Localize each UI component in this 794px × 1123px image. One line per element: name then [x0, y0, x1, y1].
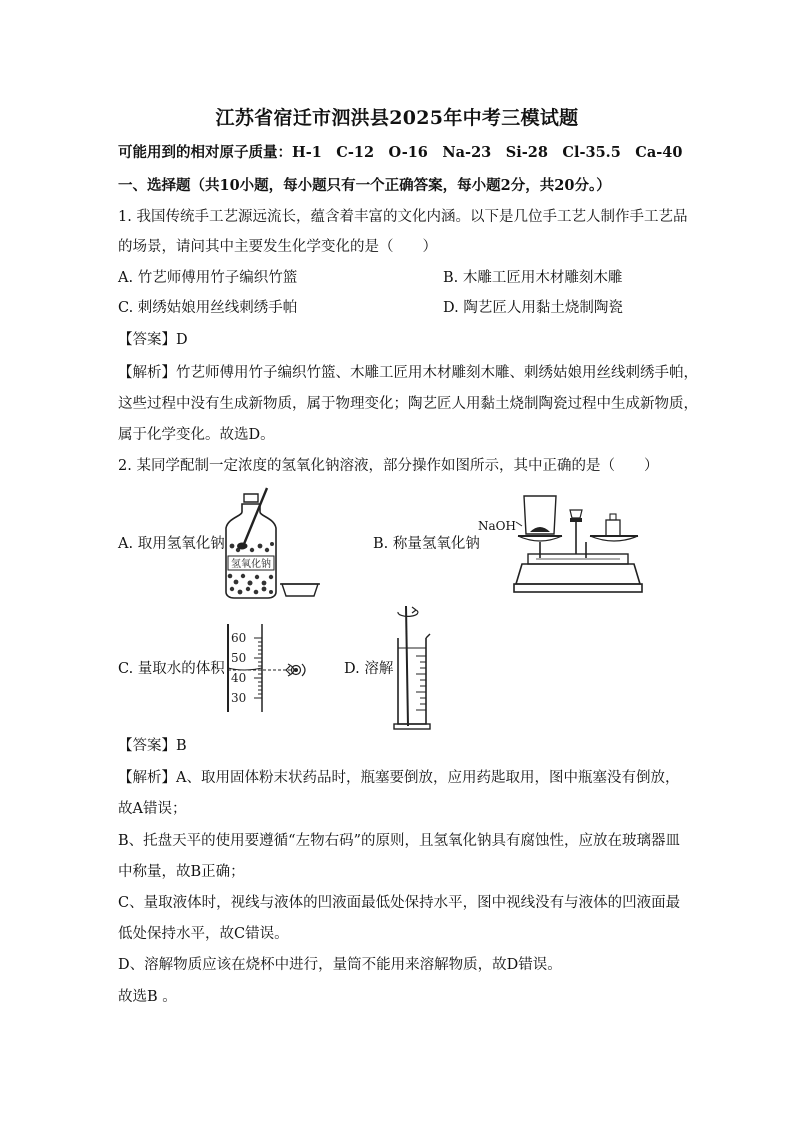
cylinder-tick-50: 50	[231, 651, 247, 665]
figure-d-dissolving-cylinder	[390, 604, 442, 730]
figure-a-reagent-bottle	[222, 486, 332, 602]
figure-b-naoh-label: NaOH	[478, 519, 516, 533]
q1-analysis-line1: 【解析】竹艺师傅用竹子编织竹篮、木雕工匠用木材雕刻木雕、刺绣姑娘用丝线刺绣手帕，	[118, 365, 698, 381]
q1-option-c: C. 刺绣姑娘用丝线刺绣手帕	[118, 300, 298, 316]
q2-analysis-line5: C、量取液体时，视线与液体的凹液面最低处保持水平，图中视线没有与液体的凹液面最	[118, 895, 681, 911]
q2-analysis-line7: D、溶解物质应该在烧杯中进行，量筒不能用来溶解物质，故D错误。	[118, 957, 562, 973]
q2-option-a: A. 取用氢氧化钠	[118, 536, 225, 552]
figure-c-graduated-cylinder	[226, 622, 324, 714]
q2-stem: 2. 某同学配制一定浓度的氢氧化钠溶液，部分操作如图所示，其中正确的是（ ）	[118, 458, 659, 474]
atomic-masses-line: 可能用到的相对原子质量：H-1 C-12 O-16 Na-23 Si-28 Cl-35.5 Ca-40	[118, 144, 683, 161]
q2-analysis-line3: B、托盘天平的使用要遵循“左物右码”的原则，且氢氧化钠具有腐蚀性，应放在玻璃器皿	[118, 833, 680, 849]
q1-option-b: B. 木雕工匠用木材雕刻木雕	[443, 270, 623, 286]
q1-stem-line2: 的场景，请问其中主要发生化学变化的是（ ）	[118, 239, 437, 255]
q1-analysis-line3: 属于化学变化。故选D。	[118, 427, 275, 443]
q2-analysis-line1: 【解析】A、取用固体粉末状药品时，瓶塞要倒放，应用药匙取用，图中瓶塞没有倒放，	[118, 770, 680, 786]
q2-option-d: D. 溶解	[344, 661, 394, 677]
cylinder-tick-30: 30	[231, 691, 247, 705]
q1-analysis-line2: 这些过程中没有生成新物质，属于物理变化；陶艺匠人用黏土烧制陶瓷过程中生成新物质，	[118, 396, 698, 412]
q2-analysis-line4: 中称量，故B正确；	[118, 864, 245, 880]
section-heading: 一、选择题（共10小题，每小题只有一个正确答案，每小题2分，共20分。）	[118, 177, 611, 194]
figure-a-bottle-label: 氢氧化钠	[231, 559, 271, 570]
cylinder-tick-60: 60	[231, 631, 247, 645]
q2-conclusion: 故选B 。	[118, 989, 177, 1005]
page-title: 江苏省宿迁市泗洪县2025年中考三模试题	[215, 107, 579, 129]
q1-option-d: D. 陶艺匠人用黏土烧制陶瓷	[443, 300, 623, 316]
q2-analysis-line6: 低处保持水平，故C错误。	[118, 926, 289, 942]
cylinder-tick-40: 40	[231, 671, 247, 685]
figure-b-balance	[478, 492, 646, 596]
q2-analysis-line2: 故A错误；	[118, 801, 187, 817]
q1-stem-line1: 1. 我国传统手工艺源远流长，蕴含着丰富的文化内涵。以下是几位手工艺人制作手工艺品	[118, 209, 688, 225]
q2-answer: 【答案】B	[118, 738, 187, 754]
q1-option-a: A. 竹艺师傅用竹子编织竹篮	[118, 270, 298, 286]
q2-option-b: B. 称量氢氧化钠	[373, 536, 480, 552]
q1-answer: 【答案】D	[118, 332, 188, 348]
q2-option-c: C. 量取水的体积	[118, 661, 225, 677]
